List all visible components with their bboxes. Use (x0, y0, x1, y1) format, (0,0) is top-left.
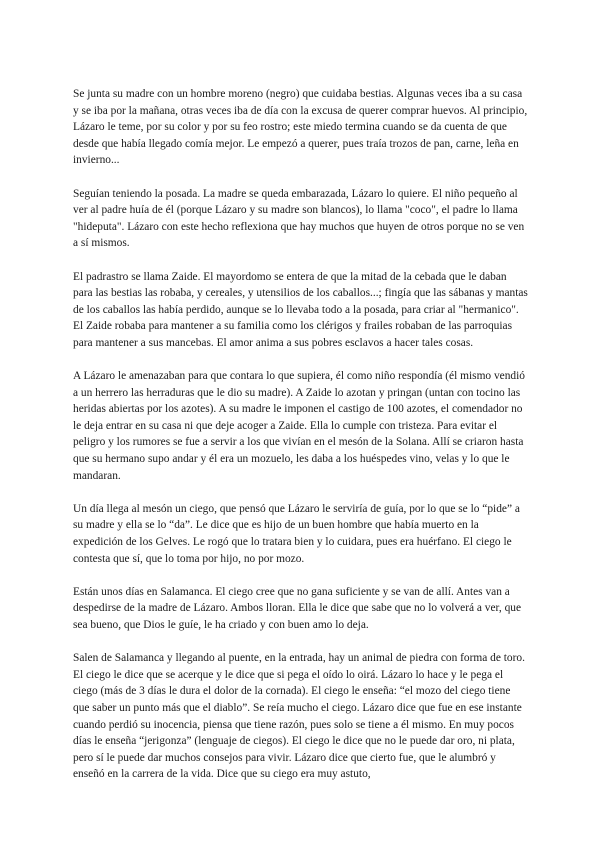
paragraph: A Lázaro le amenazaban para que contara lo que supiera, él como niño respondía (él mismo vendió a un herrero las herraduras que le dio su madre). A Zaide lo azotan y pringan (untan con tocino las heridas abiertas por los azotes). A su madre le imponen el castigo de 100 azotes, el comendador no le deja entrar en su casa ni que deje acoger a Zaide. Ella lo cumple con tristeza. Para evitar el peligro y los rumores se fue a servir a los que vivían en el mesón de la Solana. Allí se criaron hasta que su hermano supo andar y él era un mozuelo, les daba a los huéspedes vino, velas y lo que le mandaran. (73, 370, 525, 482)
paragraph: Seguían teniendo la posada. La madre se queda embarazada, Lázaro lo quiere. El niño pequeño al ver al padre huía de él (porque Lázaro y su madre son blancos), lo llama "coco", el padre lo llama "hideputa". Lázaro con este hecho reflexiona que hay muchos que huyen de otros porque no se ven a sí mismos. (73, 187, 525, 250)
paragraph: Están unos días en Salamanca. El ciego cree que no gana suficiente y se van de allí. Antes van a despedirse de la madre de Lázaro. Ambos lloran. Ella le dice que sabe que no lo volverá a ver, que sea bueno, que Dios le guíe, le ha criado y con buen amo lo deja. (73, 585, 522, 631)
paragraph: Salen de Salamanca y llegando al puente, en la entrada, hay un animal de piedra con forma de toro. El ciego le dice que se acerque y le dice que si pega el oído lo oirá. Lázaro lo hace y le pega el ciego (más de 3 días le dura el dolor de la cornada). El ciego le enseña: “el mozo del ciego tiene que saber un punto más que el diablo”. Se reía mucho el ciego. Lázaro dice que fue en ese instante cuando perdió su inocencia, piensa que tiene razón, pues solo se tiene a él mismo. En muy pocos días le enseña “jerigonza” (lenguaje de ciegos). El ciego le dice que no le puede dar oro, ni plata, pero sí le puede dar muchos consejos para vivir. Lázaro dice que cierto fue, que le alumbró y enseñó en la carrera de la vida. Dice que su ciego era muy astuto, (73, 652, 525, 781)
paragraph: El padrastro se llama Zaide. El mayordomo se entera de que la mitad de la cebada que le daban para las bestias las robaba, y cereales, y utensilios de los caballos...; fingía que las sábanas y mantas de los caballos las había perdido, aunque se lo llevaba todo a la posada, para criar al "hermanico". El Zaide robaba para mantener a su familia como los clérigos y frailes robaban de las parroquias para mantener a sus mancebas. El amor anima a sus pobres esclavos a hacer tales cosas. (73, 270, 528, 349)
paragraph: Un día llega al mesón un ciego, que pensó que Lázaro le serviría de guía, por lo que se lo “pide” a su madre y ella se lo “da”. Le dice que es hijo de un buen hombre que había muerto en la expedición de los Gelves. Le rogó que lo tratara bien y lo cuidara, pues era huérfano. El ciego le contesta que sí, que lo toma por hijo, no por mozo. (73, 502, 520, 565)
body-text (73, 86, 529, 800)
paragraph: Se junta su madre con un hombre moreno (negro) que cuidaba bestias. Algunas veces iba a su casa y se iba por la mañana, otras veces iba de día con la excusa de querer comprar huevos. Al principio, Lázaro le teme, por su color y por su feo rostro; este miedo termina cuando se da cuenta de que desde que había llegado comía mejor. Le empezó a querer, pues traía trozos de pan, carne, leña en invierno... (73, 88, 528, 167)
